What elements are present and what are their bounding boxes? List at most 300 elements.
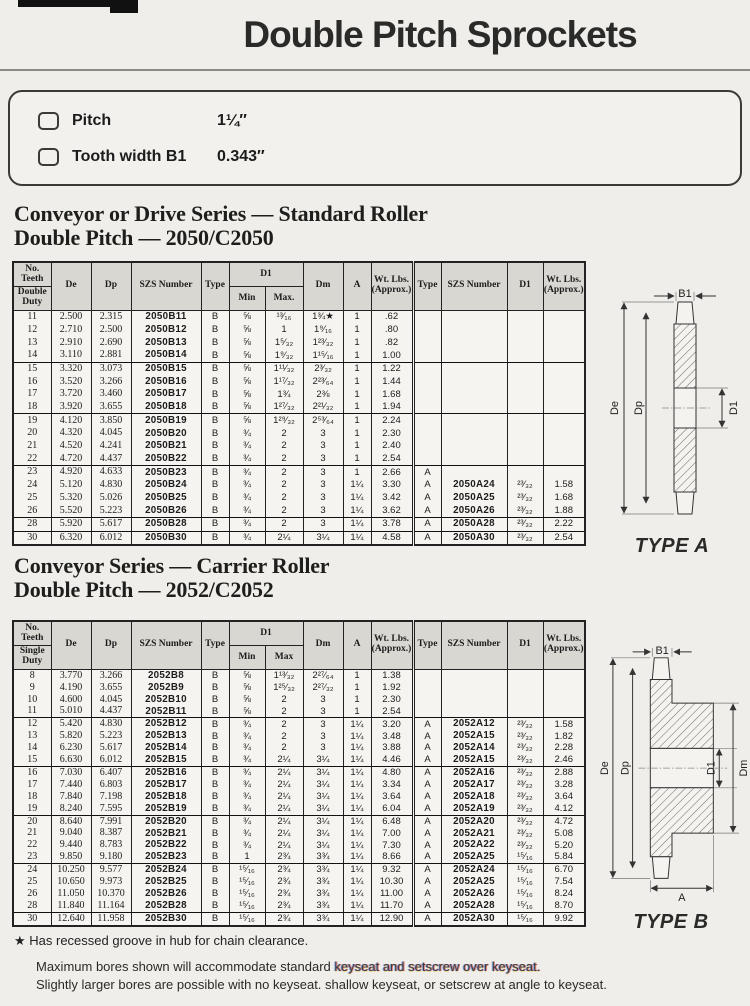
cell: ¾: [229, 839, 265, 851]
table-row: [13, 427, 585, 440]
cell: B: [201, 706, 229, 718]
table-row: [13, 803, 585, 815]
cell: ¹⁵⁄₁₆: [229, 876, 265, 888]
spec-label-tooth-width: Tooth width B1: [72, 148, 187, 165]
type-b-caption: TYPE B: [633, 911, 709, 933]
cell: [441, 427, 507, 440]
cell: [507, 440, 543, 453]
divider: [0, 69, 750, 71]
cell: ²³⁄₃₂: [507, 827, 543, 839]
type-a-caption: TYPE A: [634, 535, 710, 557]
cell: B: [201, 851, 229, 863]
cell: ¹³⁄₁₆: [265, 310, 303, 323]
cell: B: [201, 440, 229, 453]
cell: ¾: [229, 815, 265, 827]
cell: 8: [13, 669, 51, 681]
cell: ¾: [229, 791, 265, 803]
cell: A: [413, 839, 441, 851]
cell: [413, 682, 441, 694]
table-row: [13, 888, 585, 900]
cell: 2¼: [265, 531, 303, 545]
table-row: [13, 440, 585, 453]
cell: 3.20: [371, 718, 413, 730]
cell: 7.440: [51, 779, 91, 791]
cell: 2050A26: [441, 504, 507, 517]
cell: 2052A21: [441, 827, 507, 839]
cell: 5.010: [51, 706, 91, 718]
cell: 4.46: [371, 754, 413, 766]
col-header-max: Max.: [265, 287, 303, 311]
cell: 1: [343, 414, 371, 427]
dim-label-de: De: [609, 400, 621, 416]
cell: 1.68: [371, 388, 413, 401]
cell: 1.68: [543, 492, 585, 505]
cell: 3¾: [303, 876, 343, 888]
cell: 1¼: [343, 730, 371, 742]
spec-value-tooth-width: 0.343″: [217, 148, 265, 165]
cell: [543, 349, 585, 362]
cell: 3: [303, 466, 343, 479]
cell: 12: [13, 718, 51, 730]
col-header-d1: D1: [229, 262, 303, 287]
cell: 30: [13, 531, 51, 545]
cell: [543, 466, 585, 479]
cell: 1¼: [343, 492, 371, 505]
cell: ⅝: [229, 669, 265, 681]
cell: B: [201, 452, 229, 465]
cell: 2052B9: [131, 682, 201, 694]
cell: 9: [13, 682, 51, 694]
cell: A: [413, 888, 441, 900]
cell: 11.840: [51, 900, 91, 912]
cell: 1¼: [343, 900, 371, 912]
cell: 25: [13, 492, 51, 505]
cell: 1¼: [343, 767, 371, 779]
cell: [413, 336, 441, 349]
cell: 14: [13, 742, 51, 754]
cell: 2052B20: [131, 815, 201, 827]
section-title-2052: [14, 554, 329, 602]
cell: B: [201, 310, 229, 323]
cell: 1.82: [543, 730, 585, 742]
cell: 3.720: [51, 388, 91, 401]
cell: [507, 349, 543, 362]
cell: ⅝: [229, 401, 265, 414]
type-a-drawing: [598, 288, 746, 528]
cell: 5.617: [91, 517, 131, 531]
cell: B: [201, 742, 229, 754]
cell: 2052A28: [441, 900, 507, 912]
spec-value-pitch: 1¼″: [217, 112, 247, 129]
cell: 2050B23: [131, 466, 201, 479]
cell: 2052A25: [441, 851, 507, 863]
cell: 2.710: [51, 324, 91, 337]
cell: 4.720: [51, 452, 91, 465]
cell: 1¼: [343, 815, 371, 827]
col-header-a: A: [343, 262, 371, 310]
cell: 10: [13, 694, 51, 706]
cell: 1: [229, 851, 265, 863]
dim-label-d1: D1: [728, 400, 740, 416]
cell: ⅝: [229, 362, 265, 375]
table-row: [13, 839, 585, 851]
cell: 3¼: [303, 791, 343, 803]
col-header-dm: Dm: [303, 621, 343, 669]
table-row: [13, 310, 585, 323]
cell: ¾: [229, 742, 265, 754]
cell: 1¹⁵⁄₁₆: [303, 349, 343, 362]
cell: 2.910: [51, 336, 91, 349]
cell: A: [413, 864, 441, 876]
cell: 1.22: [371, 362, 413, 375]
cell: 2: [265, 427, 303, 440]
cell: B: [201, 504, 229, 517]
cell: 7.198: [91, 791, 131, 803]
cell: 3.64: [371, 791, 413, 803]
cell: ²³⁄₃₂: [507, 517, 543, 531]
table-row: [13, 779, 585, 791]
cell: [507, 466, 543, 479]
cell: ²³⁄₃₂: [507, 718, 543, 730]
cell: 2052B11: [131, 706, 201, 718]
col-header-type-a: Type: [413, 621, 441, 669]
cell: B: [201, 839, 229, 851]
cell: ²³⁄₃₂: [507, 492, 543, 505]
col-header-type-a: Type: [413, 262, 441, 310]
cell: 3: [303, 452, 343, 465]
cell: 2.500: [91, 324, 131, 337]
cell: 3.266: [91, 669, 131, 681]
cell: 2050B19: [131, 414, 201, 427]
cell: ¹⁵⁄₁₆: [229, 864, 265, 876]
cell: 2052B26: [131, 888, 201, 900]
cell: 1: [343, 310, 371, 323]
cell: ⅝: [229, 682, 265, 694]
cell: ²³⁄₃₂: [507, 839, 543, 851]
cell: B: [201, 779, 229, 791]
cell: 1: [343, 669, 371, 681]
cell: 2052B30: [131, 912, 201, 925]
cell: 1¹⁷⁄₃₂: [265, 375, 303, 388]
cell: 3.073: [91, 362, 131, 375]
col-header-type: Type: [201, 621, 229, 669]
cell: B: [201, 362, 229, 375]
cell: 2¼: [265, 839, 303, 851]
cell: B: [201, 803, 229, 815]
cell: 1¼: [343, 791, 371, 803]
cell: 9.577: [91, 864, 131, 876]
footnote-line-1: [36, 958, 607, 976]
cell: ⅝: [229, 310, 265, 323]
cell: 2052A30: [441, 912, 507, 925]
cell: [413, 401, 441, 414]
cell: [413, 362, 441, 375]
cell: 3.655: [91, 682, 131, 694]
cell: A: [413, 803, 441, 815]
cell: ¾: [229, 504, 265, 517]
cell: [413, 310, 441, 323]
section-title-line2: Double Pitch — 2050/C2050: [14, 224, 274, 250]
cell: 2052B22: [131, 839, 201, 851]
cell: [543, 310, 585, 323]
cell: 28: [13, 900, 51, 912]
cell: 2050B21: [131, 440, 201, 453]
type-a-diagram: [598, 288, 746, 558]
cell: 2.30: [371, 427, 413, 440]
cell: [413, 375, 441, 388]
table-row: [13, 401, 585, 414]
col-header-dp: Dp: [91, 262, 131, 310]
cell: 2.54: [371, 452, 413, 465]
cell: 3¼: [303, 803, 343, 815]
table-row: [13, 324, 585, 337]
col-header-teeth: [13, 621, 51, 669]
cell: 3: [303, 742, 343, 754]
dim-label-dp: Dp: [633, 400, 645, 416]
cell: 10.650: [51, 876, 91, 888]
cell: [507, 452, 543, 465]
cell: [413, 388, 441, 401]
cell: 6.48: [371, 815, 413, 827]
cell: 2052B12: [131, 718, 201, 730]
cell: 3: [303, 492, 343, 505]
cell: 2052B25: [131, 876, 201, 888]
cell: 7.030: [51, 767, 91, 779]
cell: 1²⁵⁄₃₂: [265, 682, 303, 694]
cell: ¾: [229, 427, 265, 440]
cell: 8.24: [543, 888, 585, 900]
cell: 1¼: [343, 827, 371, 839]
cell: B: [201, 388, 229, 401]
cell: 22: [13, 452, 51, 465]
table-row: [13, 730, 585, 742]
cell: 12.640: [51, 912, 91, 925]
cell: 2²⁷⁄₆₄: [303, 669, 343, 681]
footnotes: [36, 958, 607, 993]
cell: [441, 706, 507, 718]
cell: ¾: [229, 452, 265, 465]
cell: [543, 324, 585, 337]
cell: 6.320: [51, 531, 91, 545]
cell: B: [201, 492, 229, 505]
cell: 3.48: [371, 730, 413, 742]
cell: 2²³⁄₆₄: [303, 375, 343, 388]
table-row: [13, 767, 585, 779]
cell: ²³⁄₃₂: [507, 504, 543, 517]
cell: 2⁵³⁄₆₄: [303, 414, 343, 427]
cell: 1¾: [265, 388, 303, 401]
cell: 2.30: [371, 694, 413, 706]
cell: ⅝: [229, 324, 265, 337]
cell: 4.120: [51, 414, 91, 427]
cell: .82: [371, 336, 413, 349]
cell: 2¼: [265, 754, 303, 766]
col-header-d1-a: D1: [507, 621, 543, 669]
cell: 2050B15: [131, 362, 201, 375]
cell: [441, 362, 507, 375]
cell: 4.830: [91, 718, 131, 730]
cell: 24: [13, 479, 51, 492]
cell: [543, 440, 585, 453]
cell: [543, 336, 585, 349]
cell: ¾: [229, 718, 265, 730]
cell: [507, 682, 543, 694]
section-title-line2: Double Pitch — 2052/C2052: [14, 576, 274, 602]
cell: 2052A15: [441, 730, 507, 742]
cell: A: [413, 900, 441, 912]
cell: 5.026: [91, 492, 131, 505]
cell: 22: [13, 839, 51, 851]
cell: 15: [13, 754, 51, 766]
cell: ²³⁄₃₂: [507, 742, 543, 754]
cell: 2¾: [265, 900, 303, 912]
cell: 1: [343, 466, 371, 479]
cell: 2052B18: [131, 791, 201, 803]
cell: [441, 401, 507, 414]
cell: 4.437: [91, 452, 131, 465]
cell: 2.54: [543, 531, 585, 545]
cell: 2.66: [371, 466, 413, 479]
cell: ⅝: [229, 349, 265, 362]
table-row: [13, 517, 585, 531]
cell: [507, 375, 543, 388]
cell: 2¾: [265, 851, 303, 863]
cell: B: [201, 682, 229, 694]
cell: ¾: [229, 492, 265, 505]
cell: 2052A25: [441, 876, 507, 888]
cell: 9.180: [91, 851, 131, 863]
cell: 1¼: [343, 531, 371, 545]
cell: ¾: [229, 754, 265, 766]
cell: 1¼: [343, 912, 371, 925]
cell: B: [201, 349, 229, 362]
cell: ⅝: [229, 414, 265, 427]
cell: 11: [13, 310, 51, 323]
table-row: [13, 876, 585, 888]
cell: 28: [13, 517, 51, 531]
cell: 26: [13, 888, 51, 900]
cell: 9.850: [51, 851, 91, 863]
cell: 2052A18: [441, 791, 507, 803]
cell: 3: [303, 479, 343, 492]
cell: 3: [303, 718, 343, 730]
cell: 6.230: [51, 742, 91, 754]
cell: 2052B24: [131, 864, 201, 876]
col-header-szs-a: SZS Number: [441, 262, 507, 310]
cell: 2¾: [265, 864, 303, 876]
cell: [441, 694, 507, 706]
table-row: [13, 754, 585, 766]
cell: 2: [265, 694, 303, 706]
cell: 2.28: [543, 742, 585, 754]
cell: 1.88: [543, 504, 585, 517]
cell: 1: [343, 324, 371, 337]
cell: 5.08: [543, 827, 585, 839]
cell: 2052B8: [131, 669, 201, 681]
cell: 1¼: [343, 779, 371, 791]
table-row: [13, 479, 585, 492]
table-row: [13, 706, 585, 718]
checkbox-icon: [38, 112, 59, 130]
cell: 3.62: [371, 504, 413, 517]
col-header-de: De: [51, 262, 91, 310]
cell: B: [201, 827, 229, 839]
cell: 8.640: [51, 815, 91, 827]
cell: 2: [265, 742, 303, 754]
cell: 2: [265, 730, 303, 742]
table-row: [13, 504, 585, 517]
cell: 2¾: [265, 876, 303, 888]
cell: 11.70: [371, 900, 413, 912]
cell: 6.012: [91, 531, 131, 545]
cell: B: [201, 876, 229, 888]
col-header-max: Max: [265, 646, 303, 670]
cell: 1²⁹⁄₃₂: [265, 414, 303, 427]
dim-label-b1: B1: [678, 288, 692, 300]
cell: ²³⁄₃₂: [507, 730, 543, 742]
cell: A: [413, 912, 441, 925]
page-title: Double Pitch Sprockets: [243, 14, 637, 55]
cell: A: [413, 754, 441, 766]
cell: 3¾: [303, 900, 343, 912]
cell: 2052A16: [441, 767, 507, 779]
cell: 4.190: [51, 682, 91, 694]
col-header-wt: Wt. Lbs. (Approx.): [371, 262, 413, 310]
cell: B: [201, 864, 229, 876]
cell: B: [201, 324, 229, 337]
cell: 1⁵⁄₃₂: [265, 336, 303, 349]
cell: 5.120: [51, 479, 91, 492]
cell: 11: [13, 706, 51, 718]
cell: [507, 336, 543, 349]
cell: [543, 362, 585, 375]
cell: 6.407: [91, 767, 131, 779]
col-header-a: A: [343, 621, 371, 669]
cell: 3¼: [303, 754, 343, 766]
cell: ¾: [229, 466, 265, 479]
cell: 11.00: [371, 888, 413, 900]
cell: 6.04: [371, 803, 413, 815]
cell: 3.320: [51, 362, 91, 375]
cell: ¾: [229, 517, 265, 531]
cell: 3: [303, 706, 343, 718]
cell: ²³⁄₃₂: [507, 791, 543, 803]
cell: 3.520: [51, 375, 91, 388]
cell: 4.320: [51, 427, 91, 440]
cell: 2¼: [265, 779, 303, 791]
cell: 13: [13, 730, 51, 742]
cell: 26: [13, 504, 51, 517]
table-row: [13, 388, 585, 401]
cell: 1.58: [543, 718, 585, 730]
col-header-type: Type: [201, 262, 229, 310]
dim-label-b1: B1: [655, 646, 669, 657]
table-row: [13, 718, 585, 730]
scan-artifact: [110, 0, 138, 13]
cell: 4.241: [91, 440, 131, 453]
col-header-d1: D1: [229, 621, 303, 646]
table-row: [13, 851, 585, 863]
dim-label-a: A: [678, 892, 686, 904]
cell: 5.84: [543, 851, 585, 863]
col-header-min: Min: [229, 287, 265, 311]
cell: 7.00: [371, 827, 413, 839]
cell: 5.820: [51, 730, 91, 742]
cell: 3.64: [543, 791, 585, 803]
cell: 3.655: [91, 401, 131, 414]
table-row: [13, 492, 585, 505]
cell: 2⅜: [303, 388, 343, 401]
